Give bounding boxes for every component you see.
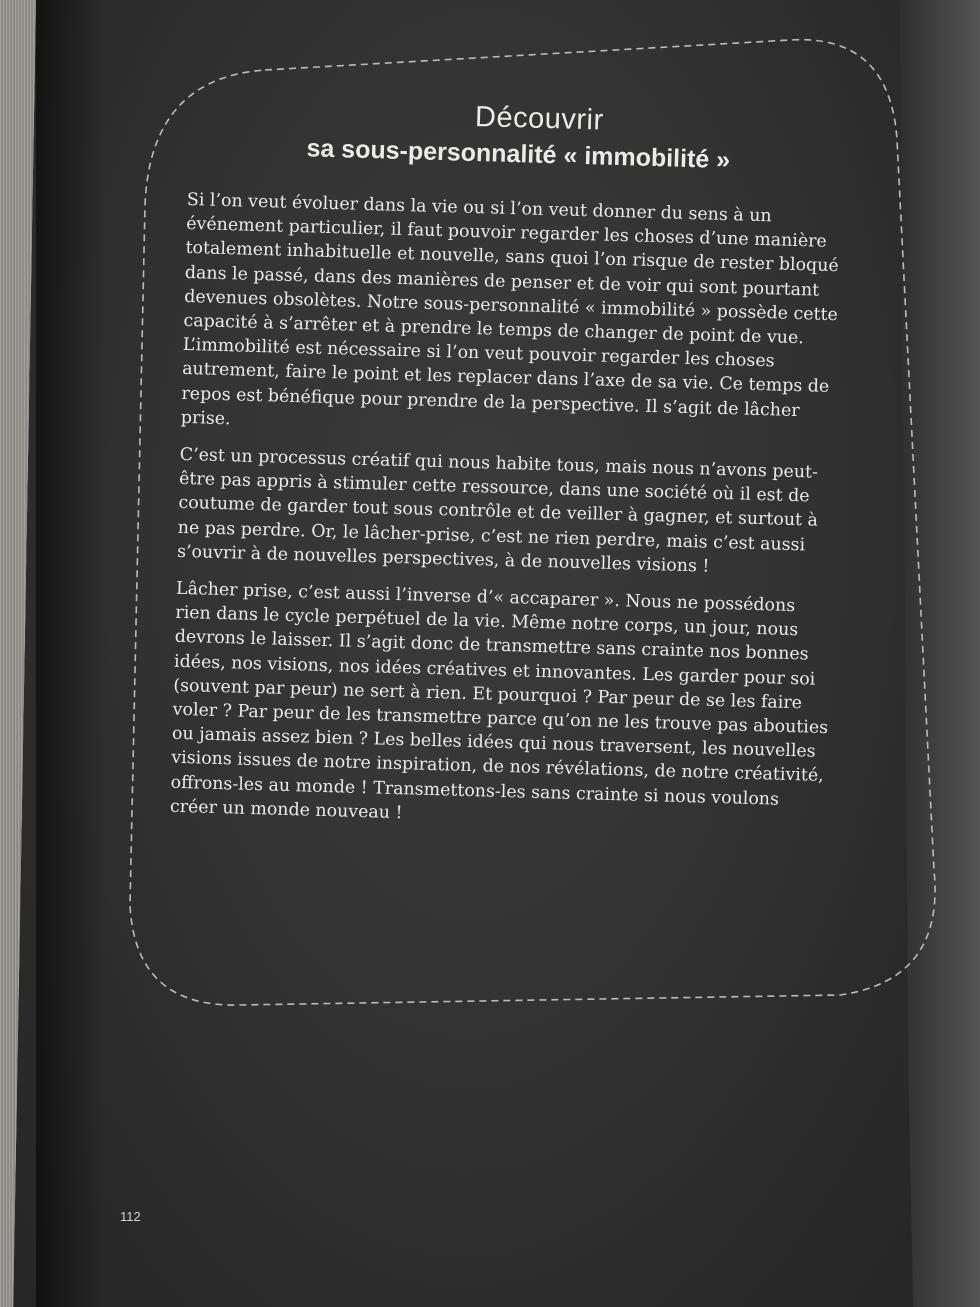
page-gutter-shadow (36, 0, 106, 1307)
paragraph-1: Si l’on veut évoluer dans la vie ou si l’on veut donner du sens à un événement particulier, il faut pouvoir regarder les choses d’une manière totalement inhabituelle et nouvelle, sans quoi l’on risque de rester bloqué dans le passé, dans des manières de penser et de voir qui sont pourtant devenues obsolètes. Notre sous-personnalité « immobilité » possède cette capacité à s’arrêter et à prendre le temps de changer de point de vue. L’immobilité est nécessaire si l’on veut pouvoir regarder les choses autrement, faire le point et les replacer dans l’axe de sa vie. Ce temps de repos est bénéfique pour prendre de la perspective. Il s’agit de lâcher prise. (180, 189, 839, 430)
page-subtitle: sa sous-personnalité « immobilité » (306, 134, 731, 175)
page-title: Découvrir (474, 100, 605, 137)
paragraph-3: Lâcher prise, c’est aussi l’inverse d’« accaparer ». Nous ne possédons rien dans le cycle perpétuel de la vie. Même notre corps, un jour, nous devrons le laisser. Il s’agit donc de transmettre sans crainte nos bonnes idées, nos visions, nos idées créatives et innovantes. Les garder pour soi (souvent par peur) ne sert à rien. Et pourquoi ? Par peur de se les faire voler ? Par peur de les transmettre parce qu’on ne les trouve pas abouties ou jamais assez bien ? Les belles idées qui nous traversent, les nouvelles visions issues de notre inspiration, de nos révélations, de notre créativité, offrons-les au monde ! Transmettons-les sans crainte si nous voulons créer un monde nouveau ! (169, 578, 829, 824)
page-number: 112 (120, 1209, 141, 1224)
paragraph-2: C’est un processus créatif qui nous habite tous, mais nous n’avons peut-être pas appris à stimuler cette ressource, dans une société où il est de coutume de garder tout sous contrôle et de veiller à gagner, et surtout à ne pas perdre. Or, le lâcher-prise, c’est ne rien perdre, mais c’est aussi s’ouvrir à de nouvelles perspectives, à de nouvelles visions ! (176, 444, 819, 577)
page-content (169, 90, 849, 850)
